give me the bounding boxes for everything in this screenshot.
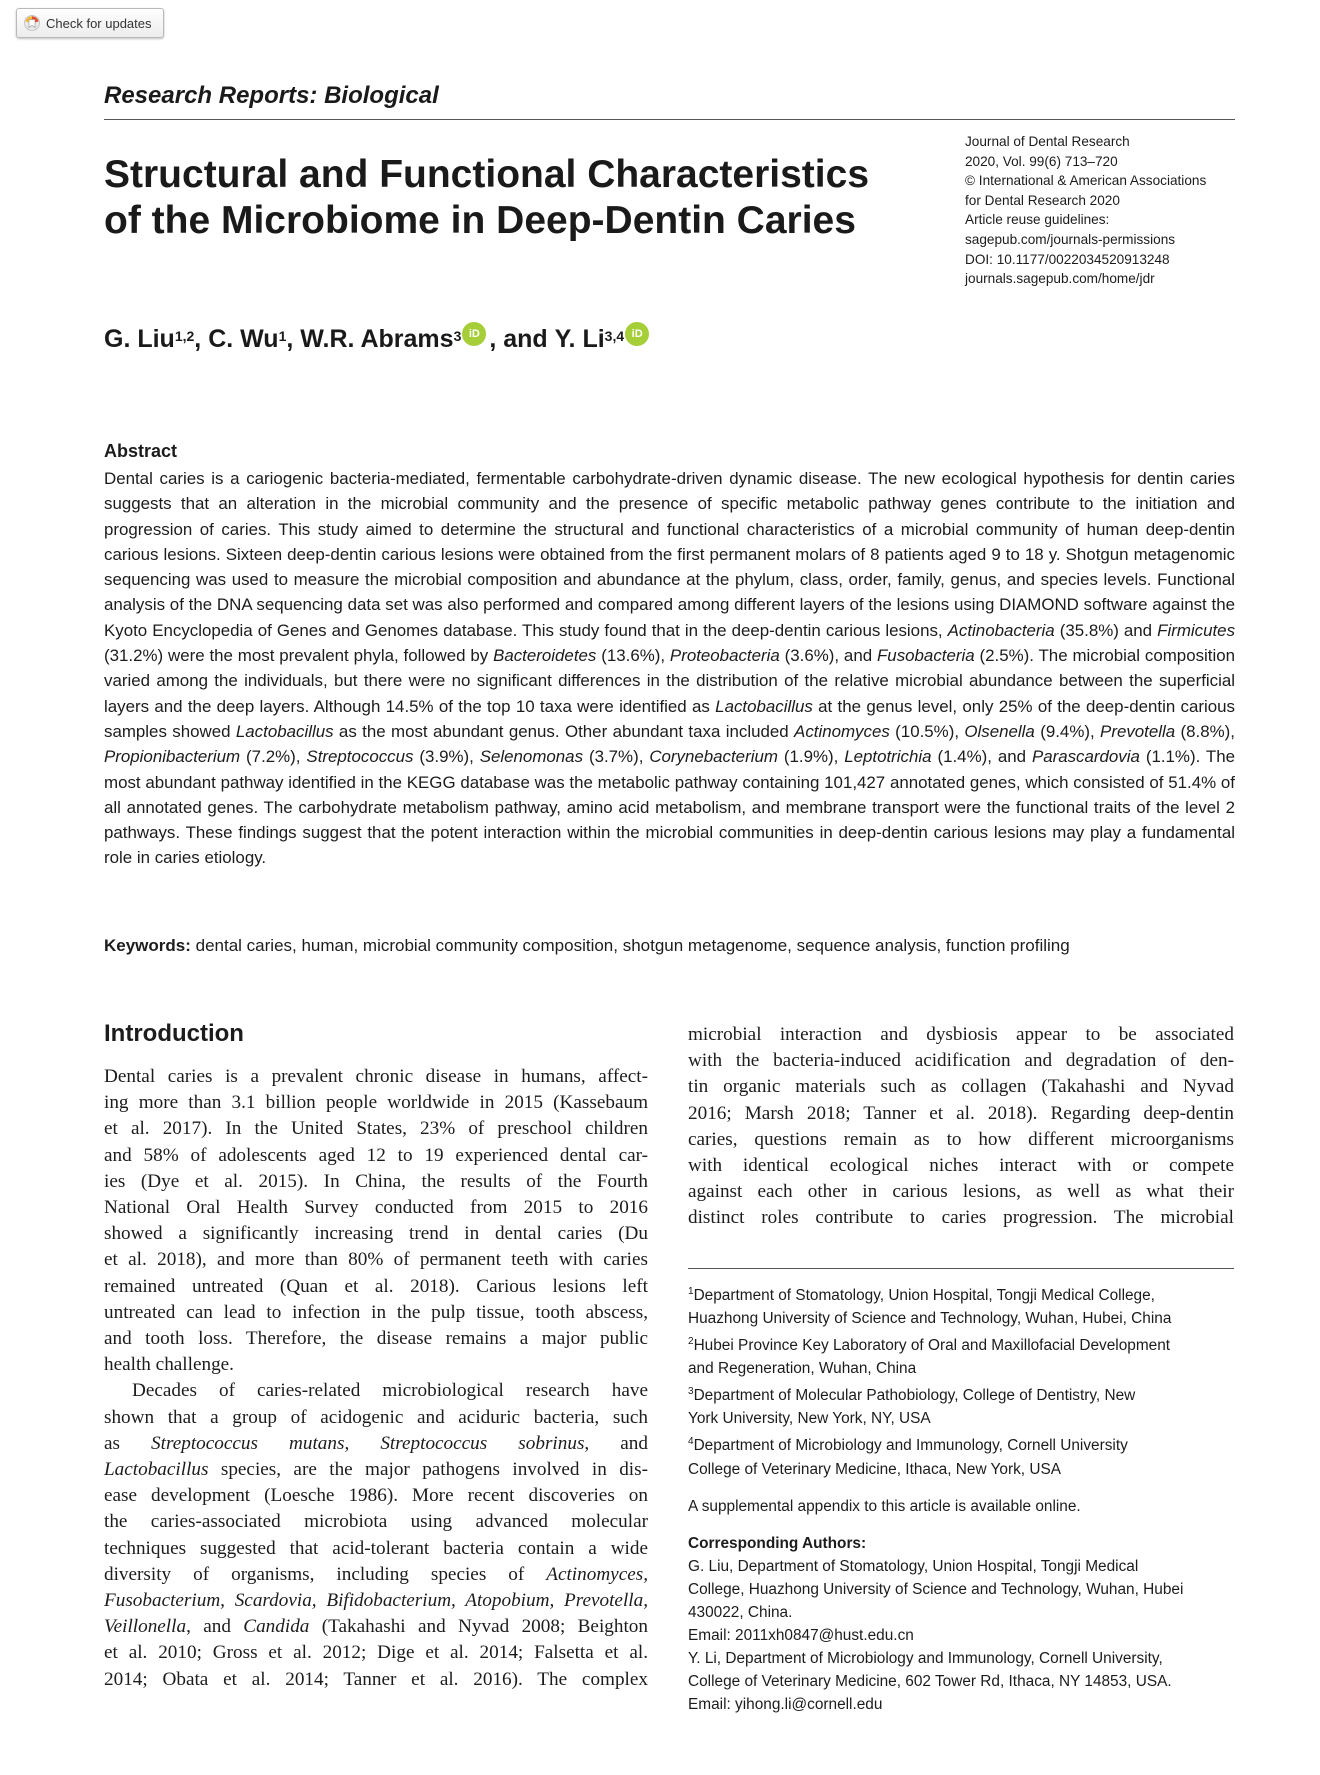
text-line: remained untreated (Quan et al. 2018). Carious lesions left — [104, 1275, 648, 1297]
author-name: G. Liu — [104, 325, 175, 353]
text-line: microbial interaction and dysbiosis appear to be associated — [688, 1024, 1234, 1045]
article-title — [104, 152, 934, 244]
author-separator: , — [286, 325, 301, 353]
affiliation-list — [688, 1280, 1234, 1481]
text-line: tin organic materials such as collagen (Takahashi and Nyvad — [688, 1076, 1234, 1098]
permissions-link[interactable]: sagepub.com/journals-permissions — [965, 231, 1176, 247]
journal-copyright: © International & American Associations — [965, 173, 1207, 189]
keywords-label: Keywords: — [104, 936, 191, 955]
affiliation-number: 1 — [688, 1286, 694, 1297]
text-line: techniques suggested that acid-tolerant bacteria contain a wide — [104, 1537, 648, 1559]
text-line: Decades of caries-related microbiological research have — [132, 1380, 648, 1402]
corresponding-line: G. Liu, Department of Stomatology, Union Hospital, Tongji Medical — [688, 1557, 1139, 1575]
email-link[interactable]: Email: 2011xh0847@hust.edu.cn — [688, 1626, 914, 1644]
text-line: Lactobacillus species, are the major pathogens involved in dis- — [104, 1459, 648, 1481]
corresponding-authors — [688, 1555, 1234, 1716]
journal-name: Journal of Dental Research — [965, 134, 1130, 149]
author-name: Y. Li — [554, 325, 605, 353]
corresponding-line: College of Veterinary Medicine, 602 Tower Rd, Ithaca, NY 14853, USA. — [688, 1672, 1172, 1690]
footnote-divider — [688, 1268, 1234, 1269]
author-affiliation: 3 — [453, 327, 462, 344]
affiliation-number: 3 — [688, 1386, 694, 1398]
title-line: of the Microbiome in Deep-Dentin Caries — [104, 199, 856, 242]
keywords — [104, 936, 1235, 956]
text-line: National Oral Health Survey conducted from 2015 to 2016 — [104, 1197, 648, 1219]
introduction-left-column — [104, 1064, 648, 1693]
text-line: ease development (Loesche 1986). More recent discoveries on — [104, 1485, 648, 1507]
affiliation-line: and Regeneration, Wuhan, China — [688, 1360, 917, 1378]
journal-volume: 2020, Vol. 99(6) 713–720 — [965, 153, 1118, 169]
text-line: and tooth loss. Therefore, the disease remains a major public — [104, 1328, 648, 1350]
journal-copyright-cont: for Dental Research 2020 — [965, 192, 1120, 208]
journal-info — [965, 132, 1235, 289]
keywords-text: dental caries, human, microbial community composition, shotgun metagenome, sequence analysis, function profiling — [190, 936, 1070, 955]
check-for-updates-button[interactable] — [16, 8, 164, 38]
text-line: distinct roles contribute to caries progression. The microbial — [688, 1207, 1234, 1229]
text-line: with identical ecological niches interact with or compete — [688, 1155, 1234, 1177]
email-link[interactable]: Email: yihong.li@cornell.edu — [688, 1695, 883, 1713]
author-affiliation: 1,2 — [174, 327, 195, 344]
affiliation-line: Huazhong University of Science and Technology, Wuhan, Hubei, China — [688, 1310, 1172, 1328]
introduction-right-column — [688, 1022, 1234, 1232]
text-line: as Streptococcus mutans, Streptococcus sobrinus, and — [104, 1432, 648, 1454]
author-name: C. Wu — [208, 325, 279, 353]
text-line: shown that a group of acidogenic and aciduric bacteria, such — [104, 1406, 648, 1428]
supplement-note: A supplemental appendix to this article is available online. — [688, 1497, 1081, 1515]
text-line: ies (Dye et al. 2015). In China, the results of the Fourth — [104, 1170, 648, 1192]
introduction-heading: Introduction — [104, 1020, 244, 1047]
affiliation-line: $^1$Department of Stomatology, Union Hospital, Tongji Medical College, — [688, 1286, 1155, 1305]
affiliation-line: College of Veterinary Medicine, Ithaca, New York, USA — [688, 1460, 1061, 1478]
orcid-icon[interactable]: iD — [625, 322, 649, 346]
affiliation-line: $^2$Hubei Province Key Laboratory of Oral and Maxillofacial Development — [688, 1336, 1171, 1355]
author-name: W.R. Abrams — [300, 325, 454, 353]
text-line: et al. 2017). In the United States, 23% of preschool children — [104, 1118, 648, 1140]
author-affiliation: 1 — [278, 327, 287, 344]
text-line: diversity of organisms, including species of Actinomyces, — [104, 1563, 648, 1585]
affiliation-line: $^3$Department of Molecular Pathobiology, College of Dentistry, New — [688, 1386, 1136, 1405]
corresponding-heading: Corresponding Authors: — [688, 1534, 867, 1552]
journal-homepage-link[interactable]: journals.sagepub.com/home/jdr — [965, 271, 1155, 287]
text-line: 2014; Obata et al. 2014; Tanner et al. 2016). The complex — [104, 1668, 648, 1690]
check-for-updates-label: Check for updates — [46, 15, 152, 31]
text-line: ing more than 3.1 billion people worldwide in 2015 (Kassebaum — [104, 1092, 648, 1114]
corresponding-line: Y. Li, Department of Microbiology and Immunology, Cornell University, — [688, 1649, 1163, 1667]
author-separator: , and — [489, 325, 555, 353]
text-line: health challenge. — [104, 1354, 234, 1376]
author-affiliation: 3,4 — [604, 327, 625, 344]
title-line: Structural and Functional Characteristics — [104, 153, 870, 196]
orcid-icon[interactable]: iD — [462, 322, 486, 346]
author-list — [104, 325, 652, 354]
text-line: et al. 2010; Gross et al. 2012; Dige et al. 2014; Falsetta et al. — [104, 1642, 648, 1664]
text-line: and 58% of adolescents aged 12 to 19 experienced dental car- — [104, 1144, 648, 1166]
corresponding-line: College, Huazhong University of Science and Technology, Wuhan, Hubei — [688, 1580, 1184, 1598]
text-line: caries, questions remain as to how different microorganisms — [688, 1128, 1234, 1150]
text-line: Dental caries is a prevalent chronic disease in humans, affect- — [104, 1066, 648, 1087]
author-separator: , — [194, 325, 209, 353]
affiliation-number: 4 — [688, 1436, 694, 1448]
reuse-label: Article reuse guidelines: — [965, 212, 1110, 228]
text-line: with the bacteria-induced acidification and degradation of den- — [688, 1050, 1234, 1072]
text-line: et al. 2018), and more than 80% of permanent teeth with caries — [104, 1249, 648, 1271]
doi-link[interactable]: DOI: 10.1177/0022034520913248 — [965, 251, 1170, 267]
text-line: the caries-associated microbiota using advanced molecular — [104, 1511, 648, 1533]
footnotes — [688, 1280, 1234, 1716]
corresponding-line: 430022, China. — [688, 1603, 793, 1621]
introduction-paragraph — [688, 1022, 1234, 1232]
affiliation-number: 2 — [688, 1336, 694, 1348]
section-label: Research Reports: Biological — [104, 82, 439, 109]
affiliation-line: $^4$Department of Microbiology and Immunology, Cornell University — [688, 1436, 1128, 1455]
text-line: Fusobacterium, Scardovia, Bifidobacterium, Atopobium, Prevotella, — [104, 1590, 648, 1612]
text-line: showed a significantly increasing trend in dental caries (Du — [104, 1223, 648, 1245]
introduction-paragraph — [104, 1378, 648, 1692]
header-divider — [104, 119, 1235, 120]
crossmark-icon — [24, 15, 40, 31]
text-line: against each other in carious lesions, as well as what their — [688, 1181, 1234, 1203]
abstract-heading: Abstract — [104, 441, 178, 461]
abstract-body — [104, 466, 1235, 871]
affiliation-line: York University, New York, NY, USA — [688, 1410, 931, 1428]
introduction-paragraph — [104, 1064, 648, 1378]
abstract-text: Dental caries is a cariogenic bacteria-mediated, fermentable carbohydrate-driven dynamic disease. The new ecological hypothesis for dentin caries suggests that an alteration in the microbial community and the presence of specific metabolic pathway genes contribute to the initiation and progression of caries. This study aimed to determine the structural and functional characteristics of a microbial community of human deep-dentin carious lesions. Sixteen deep-dentin carious lesions were obtained from the first permanent molars of 8 patients aged 9 to 18 y. Shotgun metagenomic sequencing was used to measure the microbial composition and abundance at the phylum, class, order, family, genus, and species levels. Functional analysis of the DNA sequencing data set was also performed and compared among different layers of the lesions using DIAMOND software against the Kyoto Encyclopedia of Genes and Genomes database. This study found that in the deep-dentin carious lesions, Actinobacteria (35.8%) and Firmicutes (31.2%) were the most prevalent phyla, followed by Bacteroidetes (13.6%), Proteobacteria (3.6%), and Fusobacteria (2.5%). The microbial composition varied among the individuals, but there were no significant differences in the distribution of the relative microbial abundance between the superficial layers and the deep layers. Although 14.5% of the top 10 taxa were identified as Lactobacillus at the genus level, only 25% of the deep-dentin carious samples showed Lactobacillus as the most abundant genus. Other abundant taxa included Actinomyces (10.5%), Olsenella (9.4%), Prevotella (8.8%), Propionibacterium (7.2%), Streptococcus (3.9%), Selenomonas (3.7%), Corynebacterium (1.9%), Leptotrichia (1.4%), and Parascardovia (1.1%). The most abundant pathway identified in the KEGG database was the metabolic pathway containing 101,427 annotated genes, which consisted of 51.4% of all annotated genes. The carbohydrate metabolism pathway, amino acid metabolism, and membrane transport were the functional traits of the level 2 pathways. These findings suggest that the potent interaction within the microbial communities in deep-dentin carious lesions may play a fundamental role in caries etiology. — [104, 469, 1236, 868]
text-line: Veillonella, and Candida (Takahashi and Nyvad 2008; Beighton — [104, 1616, 648, 1638]
text-line: 2016; Marsh 2018; Tanner et al. 2018). Regarding deep-dentin — [688, 1102, 1234, 1124]
text-line: untreated can lead to infection in the pulp tissue, tooth abscess, — [104, 1301, 648, 1323]
